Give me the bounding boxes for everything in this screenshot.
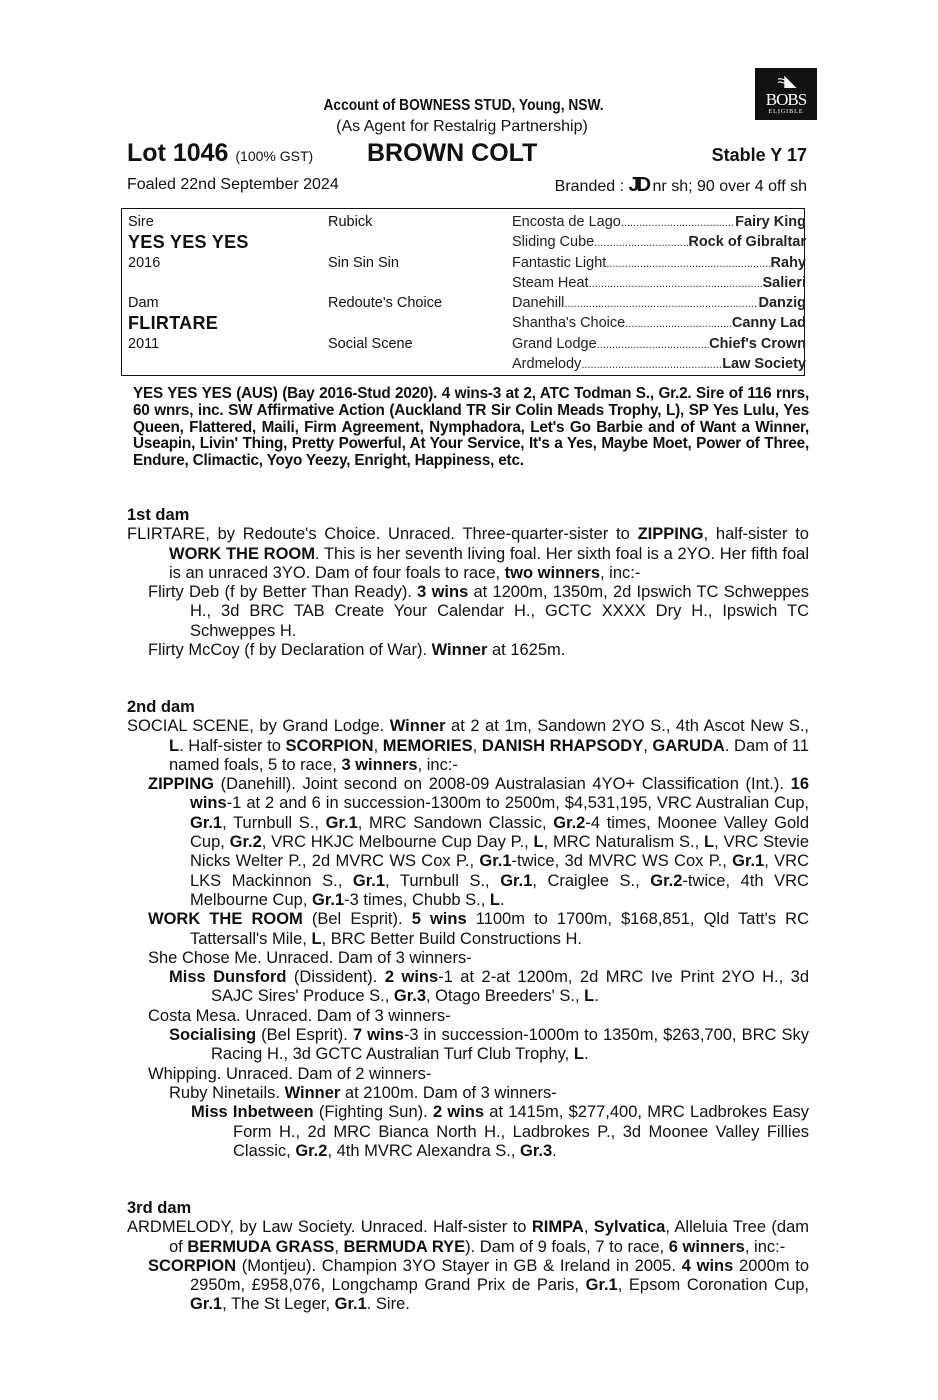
great-great-grandparent: Law Society — [722, 356, 806, 373]
bold-text: SCORPION — [148, 1256, 237, 1275]
text: -3 times, Chubb S., — [344, 890, 490, 909]
text: , Alleluia Tree (dam of — [169, 1218, 810, 1256]
bold-text: Gr.1 — [334, 1295, 367, 1314]
progeny-entry — [127, 1026, 809, 1065]
bold-text: 5 wins — [411, 910, 467, 929]
vendor-agent: (As Agent for Restalrig Partnership) — [336, 118, 588, 135]
text: Flirty Deb (f by Better Than Ready). — [148, 583, 418, 602]
progeny-entry: Costa Mesa. Unraced. Dam of 3 winners- — [148, 1006, 451, 1025]
bold-text: Gr.1 — [479, 852, 512, 871]
text: ARDMELODY, by Law Society. Unraced. Half-sister to — [127, 1218, 532, 1237]
leader-dots — [597, 334, 709, 354]
text: , 4th MVRC Alexandra S., — [327, 1141, 521, 1160]
text: , VRC LKS Mackinnon S., — [190, 852, 809, 890]
bobs-eligible-logo — [755, 68, 817, 120]
bold-text: Winner — [431, 641, 488, 660]
lot-number — [127, 139, 313, 168]
bold-text: ZIPPING — [148, 775, 215, 794]
bold-text: Winner — [389, 717, 446, 736]
grandparent: Sin Sin Sin — [328, 254, 399, 271]
text: Flirty McCoy (f by Declaration of War). — [148, 641, 432, 660]
leader-dots — [589, 273, 763, 293]
horse-description: BROWN COLT — [367, 139, 538, 167]
great-grandparent: Danehill — [512, 295, 565, 312]
leader-dots — [564, 293, 758, 313]
pedigree-table — [121, 208, 805, 376]
great-great-grandparent: Rock of Gibraltar — [688, 234, 806, 251]
text: . — [552, 1141, 557, 1160]
spacer — [128, 273, 249, 293]
text: , VRC HKJC Melbourne Cup Day P., — [261, 833, 534, 852]
progeny-entry: She Chose Me. Unraced. Dam of 3 winners- — [148, 948, 472, 967]
grandparent: Social Scene — [328, 335, 413, 352]
bold-text: MEMORIES — [382, 736, 473, 755]
branding — [555, 174, 807, 197]
progeny-entry — [127, 641, 809, 660]
leader-dots — [594, 232, 688, 252]
sire-year: 2016 — [128, 254, 161, 271]
sire-summary: YES YES YES (AUS) (Bay 2016-Stud 2020). 4 wins-3 at 2, ATC Todman S., Gr.2. Sire of 116 rnrs, 60 wnrs, inc. SW Affirmative Action (Auckland TR Sir Colin Meads Trophy, L), SP Yes Lulu, Yes Queen, Flattered, Maili, Firm Agreement, Nymphadora, Let's Go Barbie and of Want a Winner, Useapin, Livin' Thing, Pretty Powerful, At Your Service, It's a Yes, Maybe Moet, Power of Three, Endure, Climactic, Yoyo Yeezy, Enright, Happiness, etc. — [133, 385, 809, 470]
bold-text: Socialising — [169, 1026, 257, 1045]
text: , — [643, 736, 653, 755]
text: at 2 at 1m, Sandown 2YO S., 4th Ascot New S., — [445, 717, 809, 736]
great-great-grandparent: Fairy King — [735, 214, 806, 230]
bold-text: BERMUDA GRASS — [187, 1237, 335, 1256]
bold-text: Gr.1 — [190, 1295, 223, 1314]
bold-text: L — [533, 833, 544, 852]
grandparent: Rubick — [328, 214, 373, 230]
text: , MRC Sandown Classic, — [357, 813, 554, 832]
bold-text: 2 wins — [384, 968, 439, 987]
bold-text: RIMPA — [531, 1218, 584, 1237]
text: SOCIAL SCENE, by Grand Lodge. — [127, 717, 390, 736]
bold-text: Gr.2 — [229, 833, 262, 852]
leader-dots — [621, 212, 735, 232]
logo-subtext: ELIGIBLE — [768, 109, 804, 115]
progeny-entry — [127, 583, 809, 641]
grandparent: Redoute's Choice — [328, 295, 443, 312]
bold-text: Gr.3 — [520, 1141, 553, 1160]
vendor-account: Account of BOWNESS STUD, Young, NSW. — [323, 97, 604, 114]
dam-paragraph — [127, 525, 809, 583]
leader-dots — [606, 253, 770, 273]
great-grandparent-row — [512, 334, 806, 354]
sire-name: YES YES YES — [128, 232, 249, 253]
bold-text: Gr.2 — [553, 813, 586, 832]
foaled-date: Foaled 22nd September 2024 — [127, 176, 339, 193]
bold-text: Gr.1 — [312, 890, 345, 909]
text: . Dam of 11 named foals, 5 to race, — [169, 736, 809, 774]
bold-text: Gr.2 — [650, 871, 683, 890]
text: FLIRTARE, by Redoute's Choice. Unraced. Three-quarter-sister to — [127, 525, 638, 544]
bold-text: Gr.1 — [190, 813, 223, 832]
text: , — [334, 1237, 344, 1256]
text: , Epsom Coronation Cup, — [617, 1276, 810, 1295]
section-heading: 2nd dam — [127, 698, 195, 716]
great-grandparent-row — [512, 273, 806, 293]
text: (Bel Esprit). — [302, 910, 412, 929]
text: , — [472, 736, 482, 755]
spacer — [328, 232, 442, 252]
dam-year: 2011 — [128, 335, 160, 352]
progeny-entry — [127, 968, 809, 1007]
text: , Turnbull S., — [222, 813, 326, 832]
horse-head-icon: ≈◣ — [777, 73, 795, 90]
pedigree-parents — [128, 212, 249, 354]
text: , Craiglee S., — [532, 871, 651, 890]
progeny-entry — [127, 775, 809, 910]
bold-text: SCORPION — [285, 736, 374, 755]
great-grandparent-row — [512, 212, 806, 232]
brand-mark-icon: JD — [628, 174, 649, 196]
text: -1 at 2-at 1200m, 2d MRC Ive Print 2YO H., 3d SAJC Sires' Produce S., — [211, 968, 810, 1006]
text: , half-sister to — [703, 525, 809, 544]
text: . — [594, 987, 599, 1006]
great-grandparent: Sliding Cube — [512, 234, 595, 251]
bold-text: L — [573, 1045, 584, 1064]
bold-text: 16 wins — [190, 775, 809, 813]
bold-text: WORK THE ROOM — [148, 910, 303, 929]
text: ). Dam of 9 foals, 7 to race, — [465, 1237, 669, 1256]
great-grandparent: Grand Lodge — [512, 335, 597, 352]
great-grandparent: Fantastic Light — [512, 254, 607, 271]
text: (Danehill). Joint second on 2008-09 Australasian 4YO+ Classification (Int.). — [214, 775, 791, 794]
bold-text: L — [489, 890, 501, 909]
section-heading: 1st dam — [127, 506, 190, 524]
text: at 2100m. Dam of 3 winners- — [340, 1083, 557, 1102]
great-great-grandparent: Danzig — [758, 295, 806, 312]
bold-text: Miss Dunsford — [169, 968, 287, 987]
third-dam-section — [127, 1199, 809, 1315]
bold-text: L — [311, 929, 322, 948]
great-grandparent: Encosta de Lago — [512, 214, 621, 230]
bold-text: Gr.3 — [393, 987, 426, 1006]
bold-text: Sylvatica — [593, 1218, 666, 1237]
bold-text: 7 wins — [352, 1026, 404, 1045]
bold-text: BERMUDA RYE — [343, 1237, 466, 1256]
text: , inc:- — [744, 1237, 786, 1256]
bold-text: Winner — [284, 1083, 341, 1102]
great-great-grandparent: Canny Lad — [731, 315, 806, 332]
text: , Turnbull S., — [385, 871, 501, 890]
text: , Otago Breeders' S., — [426, 987, 585, 1006]
text: , — [583, 1218, 594, 1237]
text: , The St Leger, — [222, 1295, 335, 1314]
bold-text: Gr.2 — [295, 1141, 328, 1160]
lot-label: Lot 1046 — [127, 139, 229, 167]
first-dam-section — [127, 506, 809, 660]
bold-text: two winners — [504, 563, 601, 582]
bold-text: Gr.1 — [732, 852, 765, 871]
bold-text: 4 wins — [681, 1256, 734, 1275]
bold-text: 3 winners — [341, 755, 418, 774]
text: at 1415m, $277,400, MRC Ladbrokes Easy Form H., 2d MRC Bianca North H., Ladbrokes P., 3d Moonee Valley Fillies Classic, — [233, 1103, 809, 1160]
text: . — [583, 1045, 589, 1064]
text: . Half-sister to — [179, 736, 286, 755]
pedigree-grandparents — [328, 212, 442, 354]
leader-dots — [581, 354, 722, 374]
bold-text: GARUDA — [652, 736, 725, 755]
great-grandparent: Ardmelody — [512, 356, 582, 373]
text: . This is her seventh living foal. Her sixth foal is a 2YO. Her fifth foal is an unraced 3YO. Dam of four foals to race, — [169, 544, 809, 582]
bold-text: Gr.1 — [325, 813, 358, 832]
great-grandparent: Shantha's Choice — [512, 315, 626, 332]
bold-text: ZIPPING — [637, 525, 704, 544]
lot-line — [127, 139, 807, 169]
bold-text: L — [704, 833, 715, 852]
stable-location: Stable Y 17 — [711, 145, 807, 165]
great-great-grandparent: Chief's Crown — [709, 335, 806, 352]
progeny-entry — [127, 1257, 809, 1315]
progeny-entry — [127, 1103, 809, 1161]
text: . Sire. — [366, 1295, 410, 1314]
sire-label: Sire — [128, 214, 154, 230]
text: -3 in succession-1000m to 1350m, $263,700, BRC Sky Racing H., 3d GCTC Australian Turf Club Trophy, — [211, 1026, 810, 1064]
bold-text: Gr.1 — [352, 871, 385, 890]
second-dam-section — [127, 698, 809, 1161]
great-grandparent-row — [512, 253, 806, 273]
text: 2000m to 2950m, £958,076, Longchamp Grand Prix de Paris, — [190, 1256, 810, 1295]
logo-text: BOBS — [765, 90, 807, 109]
text: , — [373, 736, 383, 755]
text: , inc:- — [417, 755, 458, 774]
bold-text: Gr.1 — [585, 1276, 618, 1295]
text: , VRC Stevie Nicks Welter P., 2d MVRC WS Cox P., — [190, 833, 809, 871]
branded-details: nr sh; 90 over 4 off sh — [652, 178, 807, 195]
text: (Dissident). — [286, 968, 385, 987]
dam-label: Dam — [128, 295, 159, 312]
bold-text: DANISH RHAPSODY — [481, 736, 644, 755]
dam-paragraph — [127, 1218, 809, 1257]
text: at 1200m, 1350m, 2d Ipswich TC Schweppes H., 3d BRC TAB Create Your Calendar H., GCTC XXXX Dry H., Ipswich TC Schweppes H. — [190, 583, 809, 640]
text: (Bel Esprit). — [256, 1026, 353, 1045]
bold-text: L — [584, 987, 595, 1006]
great-great-grandparent: Rahy — [770, 254, 806, 271]
progeny-entry — [127, 910, 809, 949]
text: -1 at 2 and 6 in succession-1300m to 2500m, $4,531,195, VRC Australian Cup, — [226, 794, 809, 813]
text: 1100m to 1700m, $168,851, Qld Tatt's RC Tattersall's Mile, — [190, 910, 809, 948]
text: , BRC Better Build Constructions H. — [321, 929, 582, 948]
bold-text: Gr.1 — [500, 871, 533, 890]
text: (Fighting Sun). — [313, 1103, 433, 1122]
progeny-entry: Whipping. Unraced. Dam of 2 winners- — [148, 1064, 432, 1083]
bold-text: 6 winners — [668, 1237, 745, 1256]
text: Ruby Ninetails. — [169, 1083, 285, 1102]
leader-dots — [625, 313, 732, 333]
great-grandparent-row — [512, 293, 806, 313]
text: . — [500, 890, 505, 909]
great-grandparent-row — [512, 354, 806, 374]
text: , MRC Naturalism S., — [543, 833, 705, 852]
dam-name: FLIRTARE — [128, 313, 219, 334]
branded-label: Branded : — [554, 178, 625, 195]
bold-text: Miss Inbetween — [191, 1103, 314, 1122]
text: -twice, 4th VRC Melbourne Cup, — [190, 871, 809, 909]
text: -4 times, Moonee Valley Gold Cup, — [190, 813, 809, 852]
spacer — [328, 313, 442, 333]
bold-text: 2 wins — [432, 1103, 485, 1122]
section-heading: 3rd dam — [127, 1199, 192, 1217]
bold-text: WORK THE ROOM — [169, 544, 315, 563]
gst-note: (100% GST) — [235, 148, 314, 164]
spacer — [328, 273, 442, 293]
great-grandparent-row — [512, 313, 806, 333]
dam-paragraph — [127, 717, 809, 775]
progeny-entry — [127, 1084, 809, 1103]
text: -twice, 3d MVRC WS Cox P., — [511, 852, 733, 871]
text: , inc:- — [600, 563, 641, 582]
text: at 1625m. — [487, 641, 566, 660]
pedigree-great-grandparents — [512, 212, 806, 374]
great-great-grandparent: Salieri — [762, 274, 806, 291]
great-grandparent: Steam Heat — [512, 274, 589, 291]
bold-text: L — [169, 736, 180, 755]
great-grandparent-row — [512, 232, 806, 252]
text: (Montjeu). Champion 3YO Stayer in GB & Ireland in 2005. — [236, 1256, 682, 1275]
bold-text: 3 wins — [417, 583, 469, 602]
